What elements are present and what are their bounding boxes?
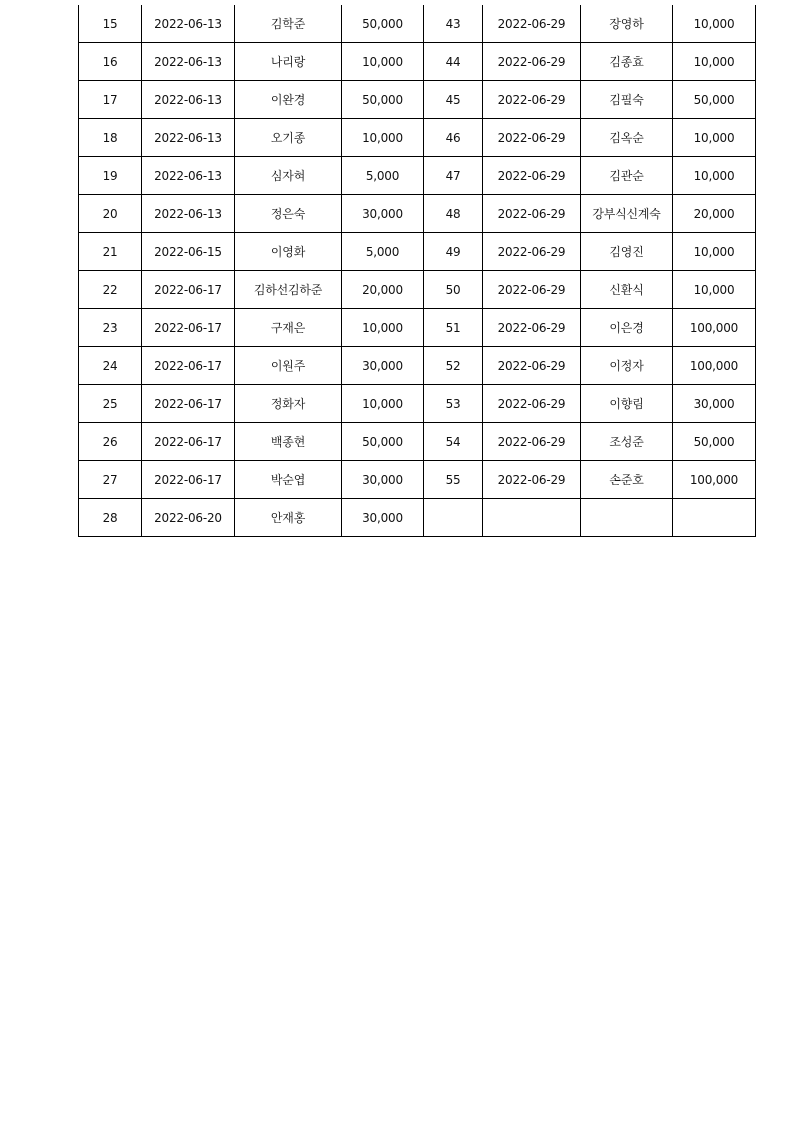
cell-amount: 30,000 [342,195,424,233]
cell-name: 이원주 [235,347,342,385]
cell-no: 46 [424,119,483,157]
cell-no: 47 [424,157,483,195]
cell-name: 김하선김하준 [235,271,342,309]
table-row [79,347,756,385]
table-row [79,119,756,157]
table-body [79,5,756,537]
cell-amount: 10,000 [673,5,756,43]
cell-amount: 20,000 [673,195,756,233]
cell-amount: 10,000 [673,157,756,195]
cell-date: 2022-06-29 [483,461,581,499]
cell-name: 이은경 [581,309,673,347]
cell-no: 45 [424,81,483,119]
cell-name: 김학준 [235,5,342,43]
cell-date: 2022-06-13 [142,5,235,43]
cell-no: 20 [79,195,142,233]
cell-date: 2022-06-29 [483,309,581,347]
cell-date: 2022-06-13 [142,43,235,81]
cell-date: 2022-06-29 [483,119,581,157]
cell-no: 18 [79,119,142,157]
cell-amount: 100,000 [673,309,756,347]
cell-name: 손준호 [581,461,673,499]
cell-no: 52 [424,347,483,385]
table-row [79,385,756,423]
cell-date: 2022-06-29 [483,423,581,461]
cell-date: 2022-06-29 [483,5,581,43]
cell-name: 조성준 [581,423,673,461]
cell-name: 강부식신계숙 [581,195,673,233]
cell-amount: 30,000 [342,499,424,537]
cell-no: 27 [79,461,142,499]
cell-amount: 50,000 [673,423,756,461]
cell-date: 2022-06-29 [483,385,581,423]
cell-name: 정은숙 [235,195,342,233]
cell-amount: 10,000 [673,271,756,309]
cell-name: 이완경 [235,81,342,119]
cell-date: 2022-06-17 [142,385,235,423]
cell-name [581,499,673,537]
cell-amount: 30,000 [673,385,756,423]
cell-no: 23 [79,309,142,347]
cell-name: 이향림 [581,385,673,423]
cell-date: 2022-06-29 [483,157,581,195]
cell-date: 2022-06-15 [142,233,235,271]
cell-amount: 10,000 [673,233,756,271]
cell-date: 2022-06-20 [142,499,235,537]
cell-name: 심자혀 [235,157,342,195]
cell-amount: 30,000 [342,461,424,499]
donation-table [78,5,756,537]
table-row [79,43,756,81]
cell-no: 48 [424,195,483,233]
cell-amount: 30,000 [342,347,424,385]
cell-amount: 10,000 [673,43,756,81]
cell-amount: 50,000 [342,81,424,119]
cell-date: 2022-06-17 [142,461,235,499]
cell-name: 안재홍 [235,499,342,537]
cell-no: 53 [424,385,483,423]
cell-date: 2022-06-13 [142,157,235,195]
cell-date: 2022-06-13 [142,119,235,157]
cell-no: 54 [424,423,483,461]
cell-name: 구재은 [235,309,342,347]
cell-no: 49 [424,233,483,271]
cell-date: 2022-06-29 [483,271,581,309]
cell-name: 장영하 [581,5,673,43]
table-row [79,423,756,461]
cell-no: 24 [79,347,142,385]
table-row [79,499,756,537]
cell-no: 17 [79,81,142,119]
cell-amount: 5,000 [342,157,424,195]
table-row [79,461,756,499]
table-row [79,309,756,347]
cell-no: 19 [79,157,142,195]
cell-date: 2022-06-29 [483,347,581,385]
cell-name: 백종현 [235,423,342,461]
cell-amount: 10,000 [673,119,756,157]
cell-name: 김옥순 [581,119,673,157]
cell-name: 김영진 [581,233,673,271]
table-row [79,233,756,271]
cell-name: 김필숙 [581,81,673,119]
cell-name: 정화자 [235,385,342,423]
cell-name: 이정자 [581,347,673,385]
cell-date: 2022-06-29 [483,43,581,81]
cell-amount: 50,000 [673,81,756,119]
cell-amount: 100,000 [673,347,756,385]
cell-no: 25 [79,385,142,423]
table-row [79,195,756,233]
cell-no [424,499,483,537]
cell-amount [673,499,756,537]
cell-date: 2022-06-17 [142,309,235,347]
cell-date [483,499,581,537]
cell-date: 2022-06-13 [142,195,235,233]
cell-amount: 50,000 [342,5,424,43]
cell-name: 김관순 [581,157,673,195]
table-row [79,271,756,309]
cell-name: 박순엽 [235,461,342,499]
cell-date: 2022-06-13 [142,81,235,119]
table-row [79,5,756,43]
cell-no: 16 [79,43,142,81]
cell-amount: 5,000 [342,233,424,271]
cell-amount: 20,000 [342,271,424,309]
cell-no: 43 [424,5,483,43]
cell-amount: 10,000 [342,43,424,81]
cell-no: 21 [79,233,142,271]
cell-date: 2022-06-17 [142,423,235,461]
table-row [79,81,756,119]
cell-name: 김종효 [581,43,673,81]
cell-no: 26 [79,423,142,461]
cell-name: 이영화 [235,233,342,271]
cell-name: 오기종 [235,119,342,157]
cell-amount: 50,000 [342,423,424,461]
cell-amount: 100,000 [673,461,756,499]
cell-no: 51 [424,309,483,347]
cell-no: 22 [79,271,142,309]
table-row [79,157,756,195]
cell-date: 2022-06-17 [142,347,235,385]
cell-no: 44 [424,43,483,81]
cell-name: 나리랑 [235,43,342,81]
cell-date: 2022-06-29 [483,195,581,233]
cell-date: 2022-06-17 [142,271,235,309]
cell-no: 50 [424,271,483,309]
cell-date: 2022-06-29 [483,233,581,271]
cell-amount: 10,000 [342,385,424,423]
cell-amount: 10,000 [342,309,424,347]
cell-no: 28 [79,499,142,537]
cell-no: 55 [424,461,483,499]
cell-date: 2022-06-29 [483,81,581,119]
cell-no: 15 [79,5,142,43]
cell-amount: 10,000 [342,119,424,157]
cell-name: 신환식 [581,271,673,309]
